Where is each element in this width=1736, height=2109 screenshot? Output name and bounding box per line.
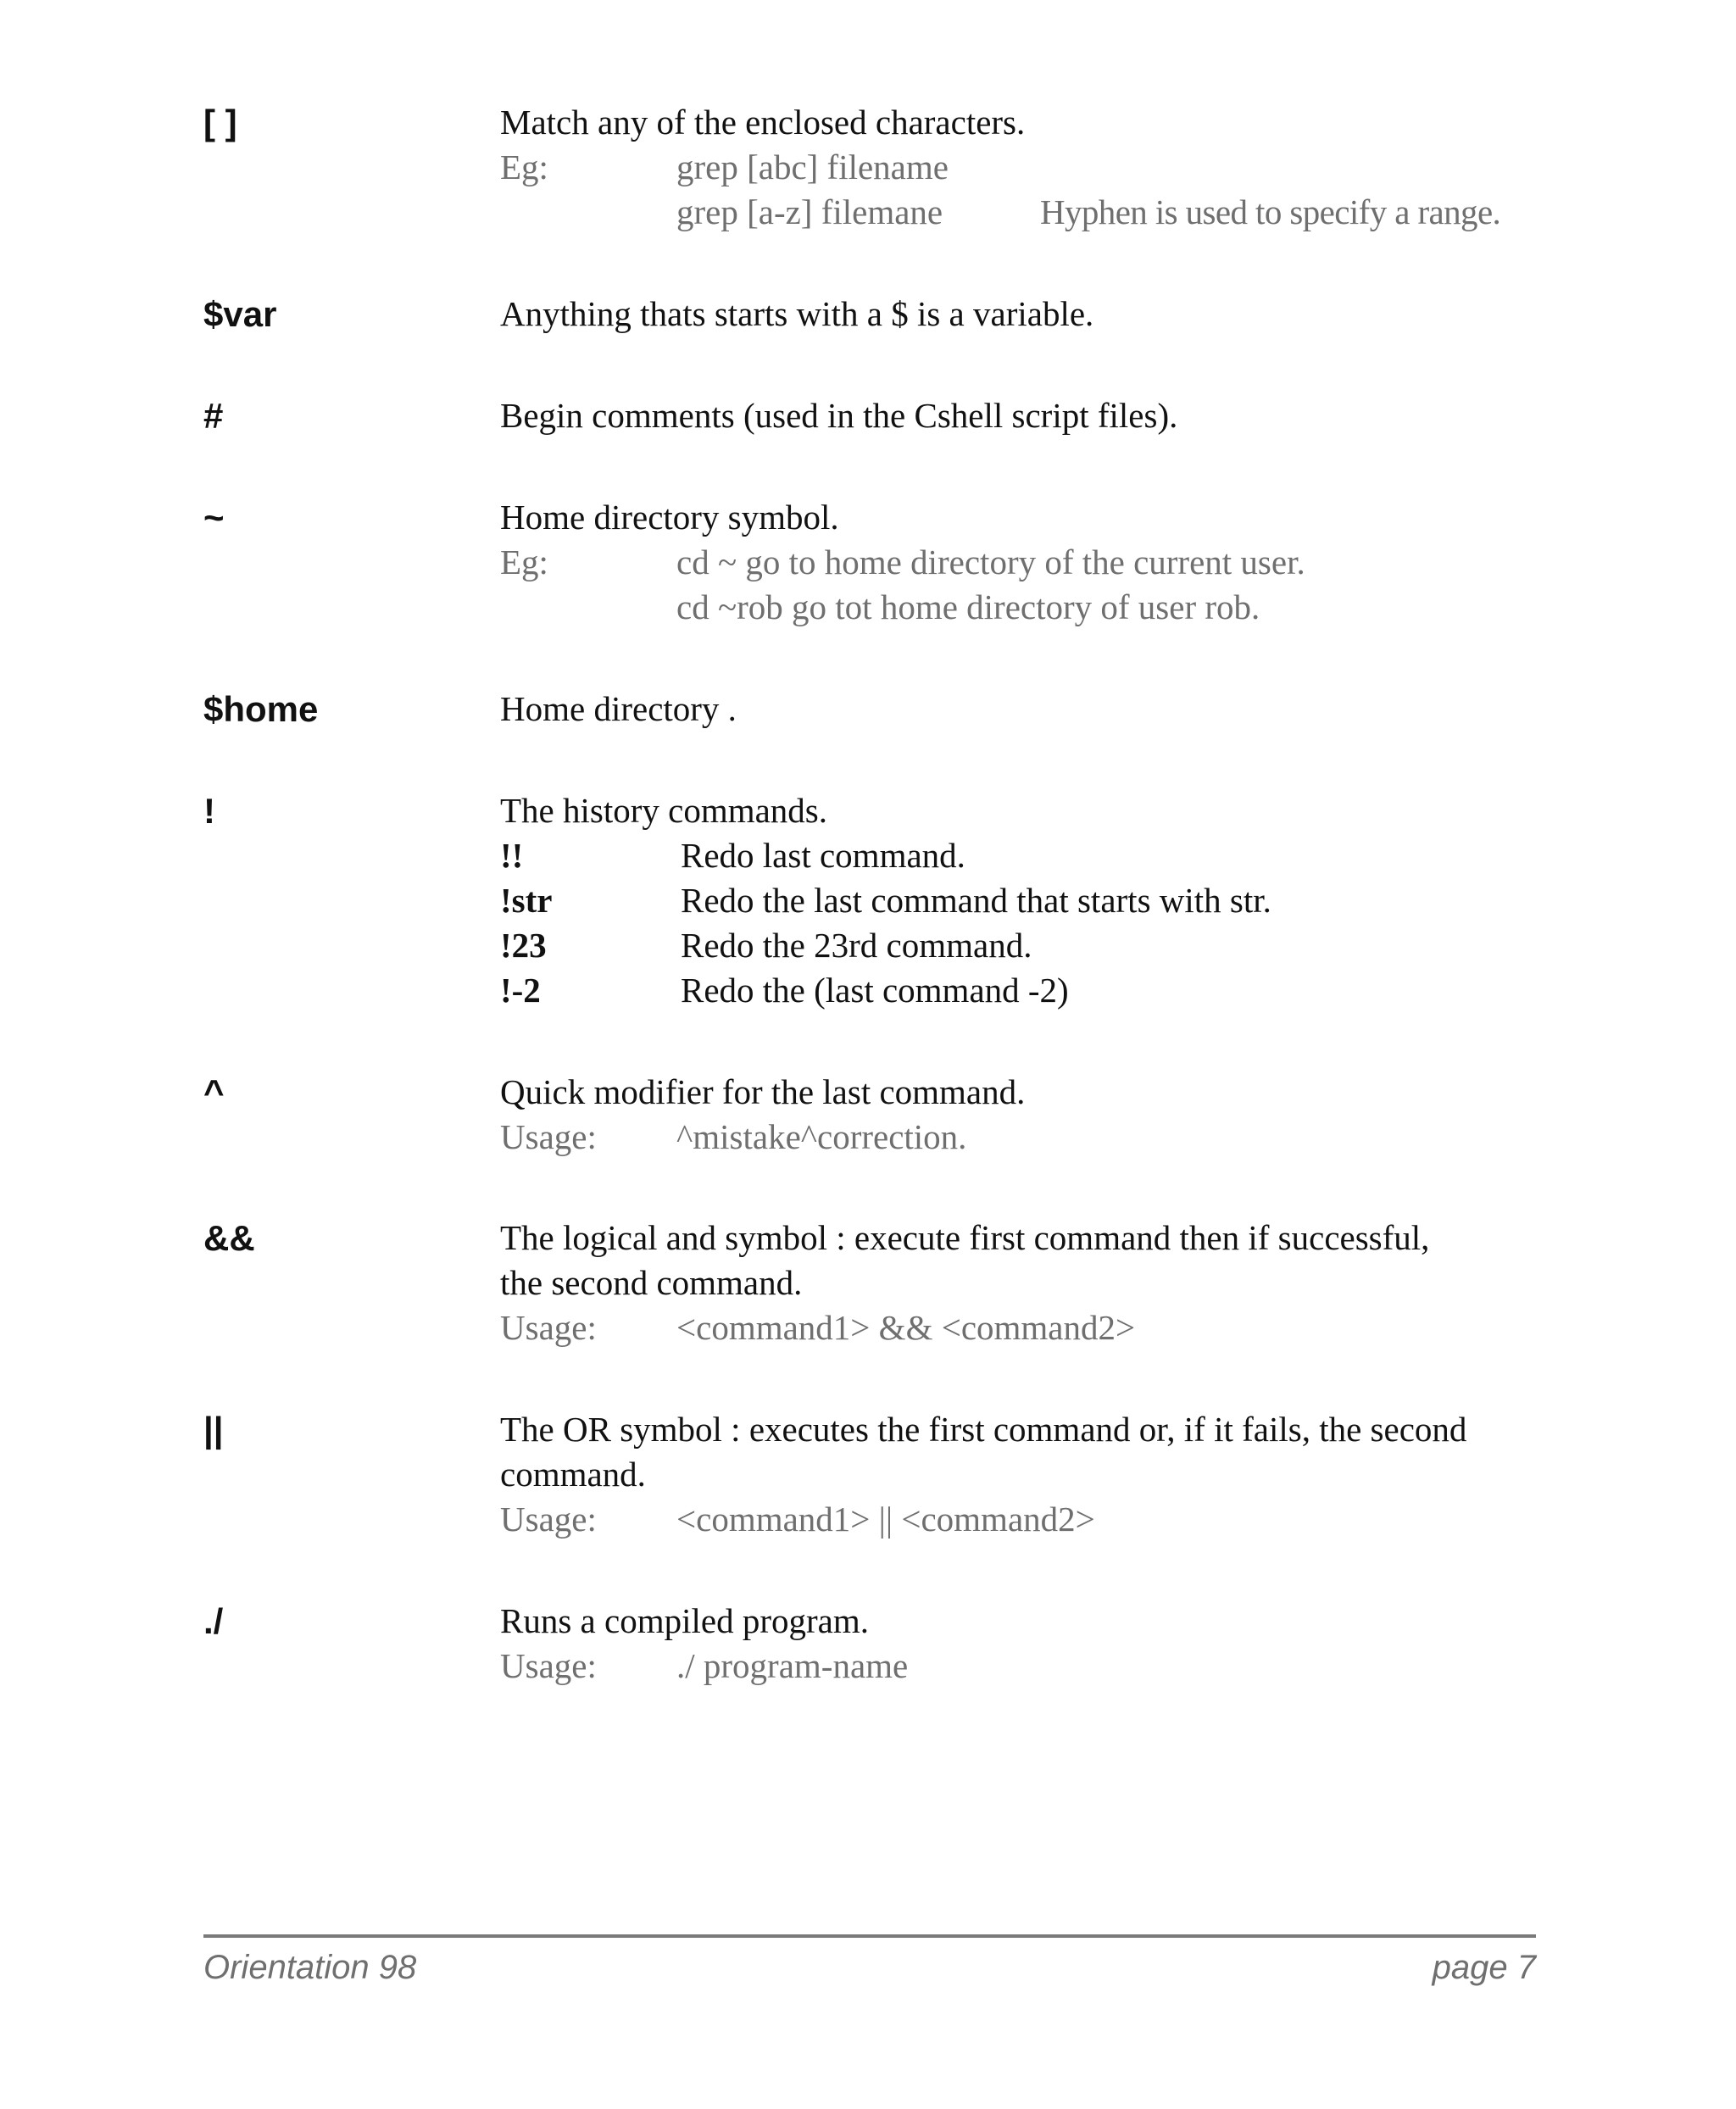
symbol-caret: ^	[203, 1072, 225, 1112]
description-run	[500, 1599, 1543, 1689]
usage-text: ^mistake^correction.	[676, 1117, 967, 1156]
usage-row	[500, 1305, 1543, 1350]
description-text: the second command.	[500, 1263, 803, 1302]
history-command: !-2	[500, 971, 541, 1010]
history-row	[500, 923, 1543, 968]
description-brackets	[500, 100, 1543, 235]
usage-text: ./ program-name	[676, 1646, 909, 1685]
symbol-brackets: [ ]	[203, 103, 237, 142]
symbol-home: $home	[203, 689, 319, 729]
symbol-and: &&	[203, 1218, 255, 1258]
history-row	[500, 833, 1543, 878]
symbol-history: !	[203, 791, 215, 831]
footer-divider	[203, 1934, 1536, 1938]
symbol-or: ||	[203, 1410, 224, 1450]
description-caret	[500, 1070, 1543, 1160]
description-text: Match any of the enclosed characters.	[500, 103, 1026, 142]
description-history	[500, 788, 1543, 1013]
page-number: page 7	[1432, 1949, 1536, 1986]
description-text: The logical and symbol : execute first command then if successful,	[500, 1218, 1430, 1257]
usage-label: Usage:	[500, 1308, 597, 1347]
symbol-tilde: ~	[203, 498, 225, 537]
description-text: The history commands.	[500, 791, 828, 830]
example-row	[500, 190, 1543, 235]
example-note: Hyphen is used to specify a range.	[1040, 192, 1501, 231]
history-meaning: Redo the (last command -2)	[681, 971, 1069, 1010]
example-command: grep [abc] filename	[676, 147, 949, 186]
usage-row	[500, 1644, 1543, 1689]
description-text: The OR symbol : executes the first command or, if it fails, the second	[500, 1410, 1467, 1449]
usage-row	[500, 1115, 1543, 1160]
symbol-run: ./	[203, 1601, 224, 1641]
example-row	[500, 145, 1543, 190]
description-home	[500, 687, 1543, 732]
example-command: cd ~ go to home directory of the current user.	[676, 543, 1305, 582]
history-command: !!	[500, 836, 524, 875]
usage-row	[500, 1497, 1543, 1542]
usage-label: Usage:	[500, 1646, 597, 1685]
symbol-var: $var	[203, 294, 277, 334]
example-label: Eg:	[500, 147, 548, 186]
symbol-comment: #	[203, 396, 224, 436]
history-command: !23	[500, 926, 547, 965]
description-text: Runs a compiled program.	[500, 1601, 869, 1640]
description-var	[500, 292, 1543, 337]
usage-text: <command1> && <command2>	[676, 1308, 1136, 1347]
description-tilde	[500, 495, 1543, 630]
description-text: Anything thats starts with a $ is a variable.	[500, 294, 1094, 333]
example-row	[500, 540, 1543, 585]
description-or	[500, 1407, 1543, 1542]
footer-title: Orientation 98	[203, 1949, 417, 1986]
history-row	[500, 968, 1543, 1013]
example-row	[500, 585, 1543, 630]
description-text: command.	[500, 1455, 646, 1494]
description-text: Begin comments (used in the Cshell script files).	[500, 396, 1178, 435]
description-comment	[500, 393, 1543, 438]
description-text: Home directory symbol.	[500, 498, 839, 537]
usage-text: <command1> || <command2>	[676, 1500, 1095, 1539]
example-label: Eg:	[500, 543, 548, 582]
usage-label: Usage:	[500, 1500, 597, 1539]
history-meaning: Redo last command.	[681, 836, 965, 875]
description-and	[500, 1216, 1543, 1350]
usage-label: Usage:	[500, 1117, 597, 1156]
example-command: grep [a-z] filemane	[676, 192, 943, 231]
example-command: cd ~rob go tot home directory of user rob.	[676, 587, 1260, 626]
history-meaning: Redo the last command that starts with str.	[681, 881, 1271, 920]
history-command: !str	[500, 881, 553, 920]
description-text: Quick modifier for the last command.	[500, 1072, 1026, 1111]
history-row	[500, 878, 1543, 923]
history-meaning: Redo the 23rd command.	[681, 926, 1032, 965]
description-text: Home directory .	[500, 689, 737, 728]
